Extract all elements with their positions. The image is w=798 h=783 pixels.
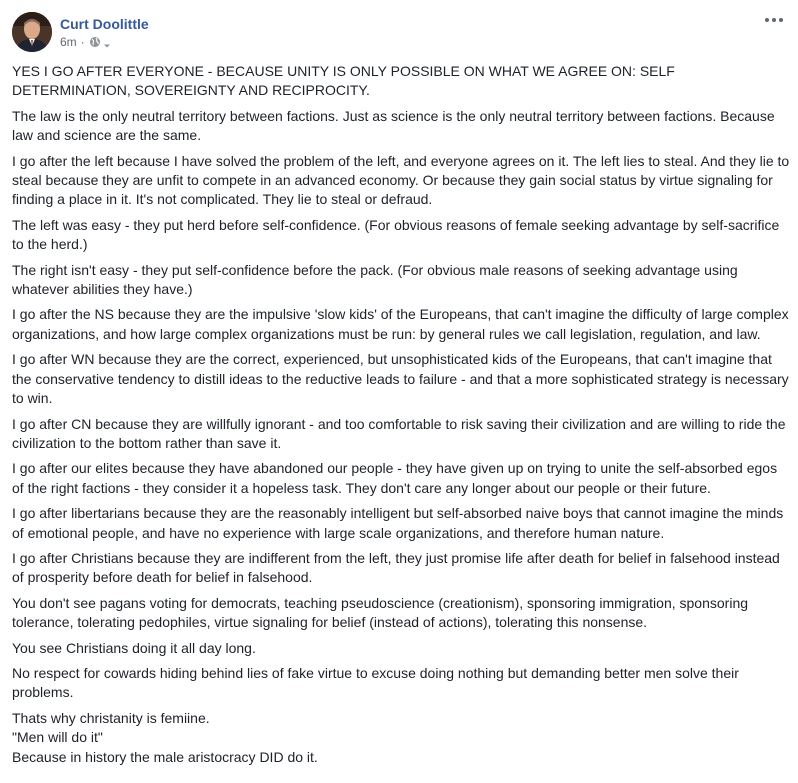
- privacy-dropdown-chevron-icon[interactable]: [103, 38, 111, 46]
- post-paragraph: I go after WN because they are the correct, experienced, but unsophisticated kids of the Europeans, that can't imagine that the conservative tendency to distill ideas to the reductive leads to failure - and that a more sophisticated strategy is necessary to win.: [12, 351, 789, 407]
- post-meta: [60, 34, 111, 50]
- more-options-icon[interactable]: [762, 12, 786, 28]
- post-paragraph: The law is the only neutral territory between factions. Just as science is the only neutral territory between factions. Because law and science are the same.: [12, 107, 775, 144]
- post-paragraph: I go after libertarians because they are the reasonably intelligent but self-absorbed naive boys that cannot imagine the minds of emotional people, and have no experience with large scale organizations, and therefore human nature.: [12, 505, 784, 541]
- post-paragraph: I go after our elites because they have abandoned our people - they have given up on trying to unite the self-absorbed egos of the right factions - they consider it a hopeless task. They don't care any longer about our people or their future.: [12, 460, 778, 496]
- post-paragraph: I go after Christians because they are indifferent from the left, they just promise life after death for belief in falsehood instead of prosperity before death for belief in falsehood.: [12, 549, 780, 586]
- post-paragraph: Thats why christanity is femiine. "Men will do it" Because in history the male aristocracy DID do it.: [12, 709, 318, 765]
- post-paragraph: You don't see pagans voting for democrats, teaching pseudoscience (creationism), sponsoring immigration, sponsoring tolerance, tolerating pedophiles, virtue signaling for belief (instead of actions), tolerating this nonsense.: [12, 594, 749, 631]
- post-body: [12, 62, 790, 773]
- post-paragraph: I go after the left because I have solved the problem of the left, and everyone agrees on it. The left lies to steal. And they lie to steal because they are unfit to compete in an advanced economy. Or because they gain social status by virtue signaling for finding a place in it. It's not complicated. They lie to steal or defraud.: [12, 152, 790, 208]
- post-paragraph: The left was easy - they put herd before self-confidence. (For obvious reasons of female seeking advantage by self-sacrifice to the herd.): [12, 216, 780, 253]
- post-timestamp[interactable]: 6m: [60, 35, 77, 49]
- post-paragraph: The right isn't easy - they put self-confidence before the pack. (For obvious male reasons of seeking advantage using whatever abilities they have.): [12, 261, 738, 298]
- post-header: [12, 12, 786, 54]
- author-name[interactable]: Curt Doolittle: [60, 16, 149, 32]
- post-paragraph: I go after the NS because they are the impulsive 'slow kids' of the Europeans, that can't imagine the difficulty of large complex organizations, and how large complex organizations must be run: by general rules we call legislation, regulation, and law.: [12, 306, 789, 342]
- post-paragraph: YES I GO AFTER EVERYONE - BECAUSE UNITY IS ONLY POSSIBLE ON WHAT WE AGREE ON: SELF DETERMINATION, SOVEREIGNTY AND RECIPROCITY.: [12, 63, 675, 99]
- globe-icon[interactable]: [89, 36, 101, 48]
- post-paragraph: I go after CN because they are willfully ignorant - and too comfortable to risk saving their civilization and are willing to ride the civilization to the bottom rather than save it.: [12, 415, 786, 451]
- meta-separator: ·: [80, 35, 85, 49]
- post-paragraph: No respect for cowards hiding behind lies of fake virtue to excuse doing nothing but demanding better men solve their problems.: [12, 664, 739, 701]
- avatar[interactable]: [12, 12, 52, 52]
- profile-photo: [12, 12, 52, 52]
- post-paragraph: You see Christians doing it all day long.: [12, 639, 256, 656]
